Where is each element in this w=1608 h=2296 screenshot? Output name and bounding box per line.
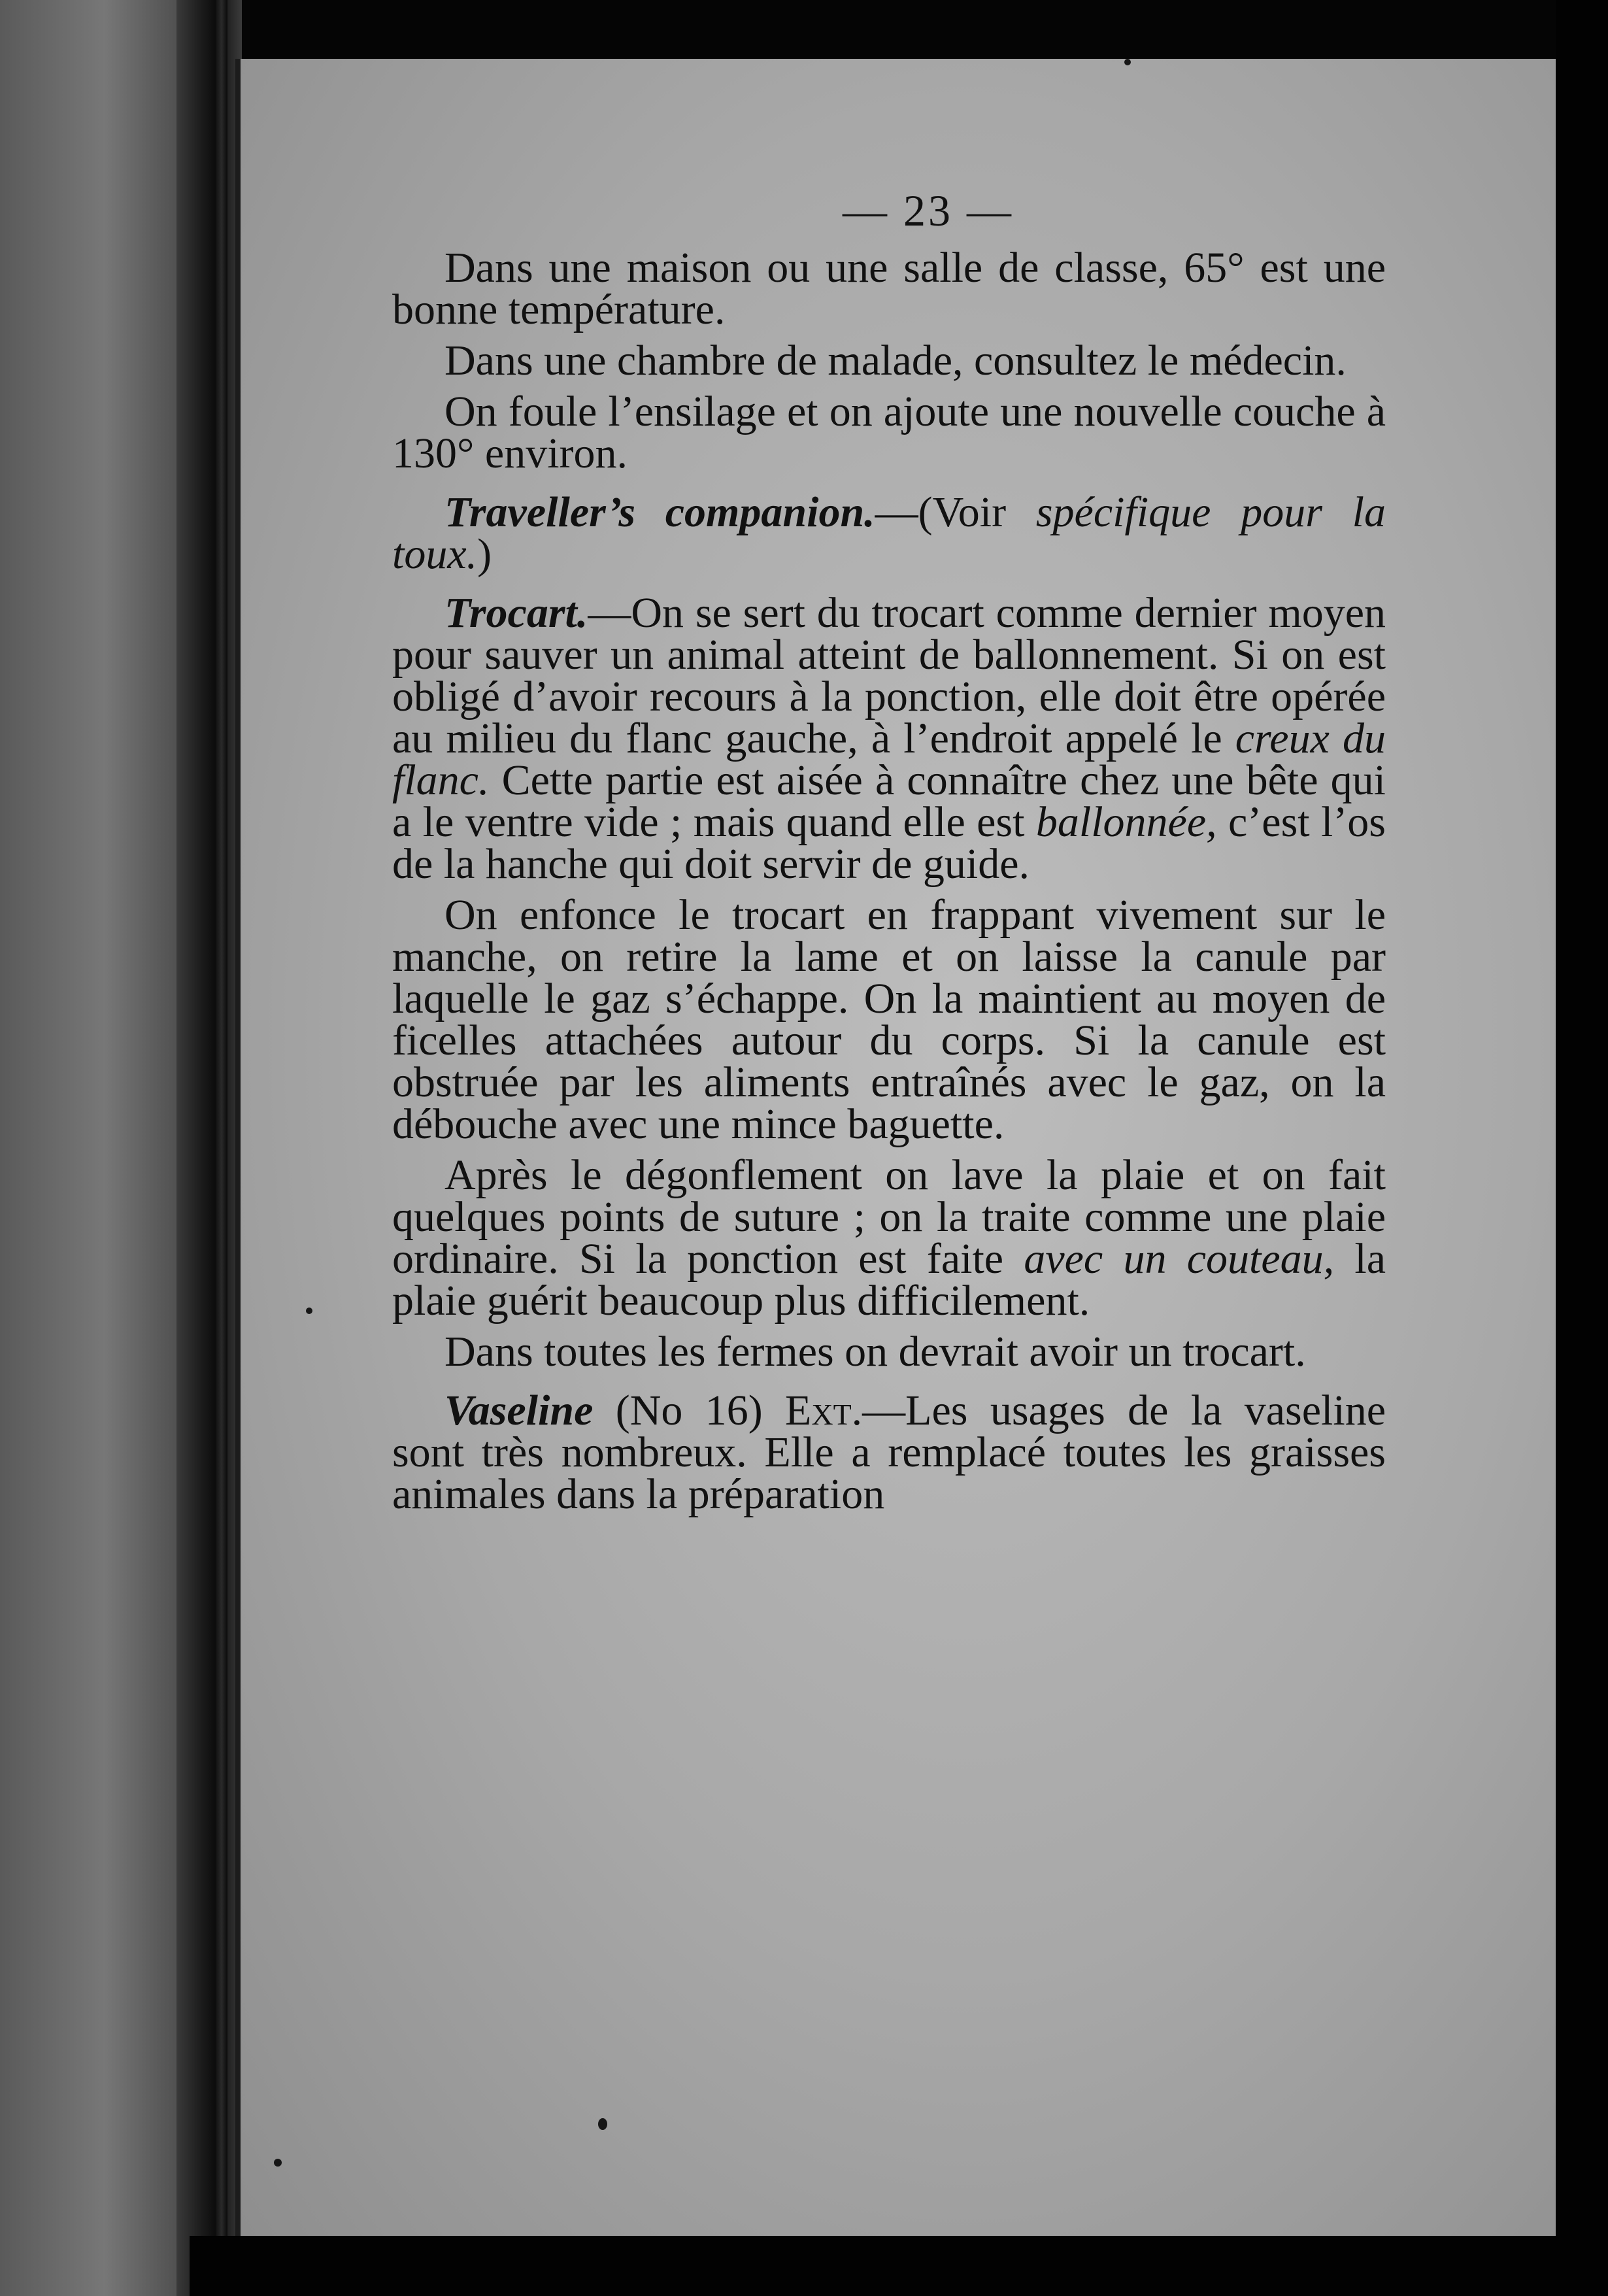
- paragraph-ensilage: On foule l’ensilage et on ajoute une nouvelle couche à 130° environ.: [392, 388, 1386, 477]
- vaseline-text: —Les usages de la vaseline sont très nombreux. Elle a remplacé toutes les graisses animales dans la préparation: [392, 1387, 1386, 1518]
- paragraph-sickroom: Dans une chambre de malade, consultez le médecin.: [444, 337, 1347, 384]
- entry-vaseline: [392, 1387, 1386, 1518]
- vaseline-ext: Ext.: [785, 1387, 863, 1434]
- headword-vaseline: Vaseline: [444, 1387, 594, 1434]
- headword-traveller: Traveller’s companion.: [444, 488, 875, 536]
- dust-speck: [274, 2159, 282, 2167]
- paragraph-trocart-aftercare: [392, 1151, 1386, 1325]
- book-gutter: [176, 0, 242, 2296]
- binding-shadow: [216, 0, 227, 2296]
- scan-border-right: [1556, 0, 1608, 2296]
- paragraph-classroom-temperature: Dans une maison ou une salle de classe, 65° est une bonne température.: [392, 244, 1386, 333]
- scan-border-bottom: [190, 2236, 1608, 2296]
- aftercare-text-2: la plaie guérit beaucoup plus difficilement.: [392, 1235, 1386, 1325]
- trocart-italic-2: ballonnée,: [1035, 798, 1217, 846]
- traveller-italic: spécifique pour la toux.: [392, 488, 1386, 578]
- aftercare-italic: avec un couteau,: [1024, 1235, 1335, 1283]
- vaseline-number: (No 16): [593, 1387, 786, 1434]
- entry-traveller-companion: [392, 488, 1386, 578]
- dust-speck: [1124, 59, 1131, 65]
- headword-trocart: Trocart.: [444, 589, 588, 637]
- trocart-text-3: c’est l’os de la hanche qui doit servir de guide.: [392, 798, 1386, 888]
- entry-trocart: [392, 589, 1386, 888]
- body-text: [392, 186, 1386, 1525]
- aftercare-text-1: Après le dégonflement on lave la plaie et on fait quelques points de suture ; on la traite comme une plaie ordinaire. Si la ponction est faite: [392, 1151, 1386, 1283]
- dust-speck: [598, 2118, 607, 2130]
- traveller-text: —(Voir: [875, 488, 1036, 536]
- paragraph-trocart-procedure: On enfonce le trocart en frappant vivement sur le manche, on retire la lame et on laisse la canule par laquelle le gaz s’échappe. On la maintient au moyen de ficelles attachées autour du corps. Si la canule est obstruée par les aliments entraînés avec le gaz, on la débouche avec une mince baguette.: [392, 891, 1386, 1148]
- page-number: — 23 —: [843, 186, 1014, 235]
- left-page-edge: [0, 0, 190, 2296]
- traveller-close: ): [477, 530, 492, 578]
- trocart-text-2: Cette partie est aisée à connaître chez une bête qui a le ventre vide ; mais quand elle est: [392, 756, 1386, 846]
- trocart-text-1: —On se sert du trocart comme dernier moyen pour sauver un animal atteint de ballonnement. Si on est obligé d’avoir recours à la ponction, elle doit être opérée au milieu du flanc gauche, à l’endroit appelé le: [392, 589, 1386, 762]
- paragraph-trocart-farms: Dans toutes les fermes on devrait avoir un trocart.: [444, 1328, 1306, 1376]
- trocart-italic-1: creux du flanc.: [392, 715, 1386, 804]
- dust-speck: [306, 1308, 312, 1314]
